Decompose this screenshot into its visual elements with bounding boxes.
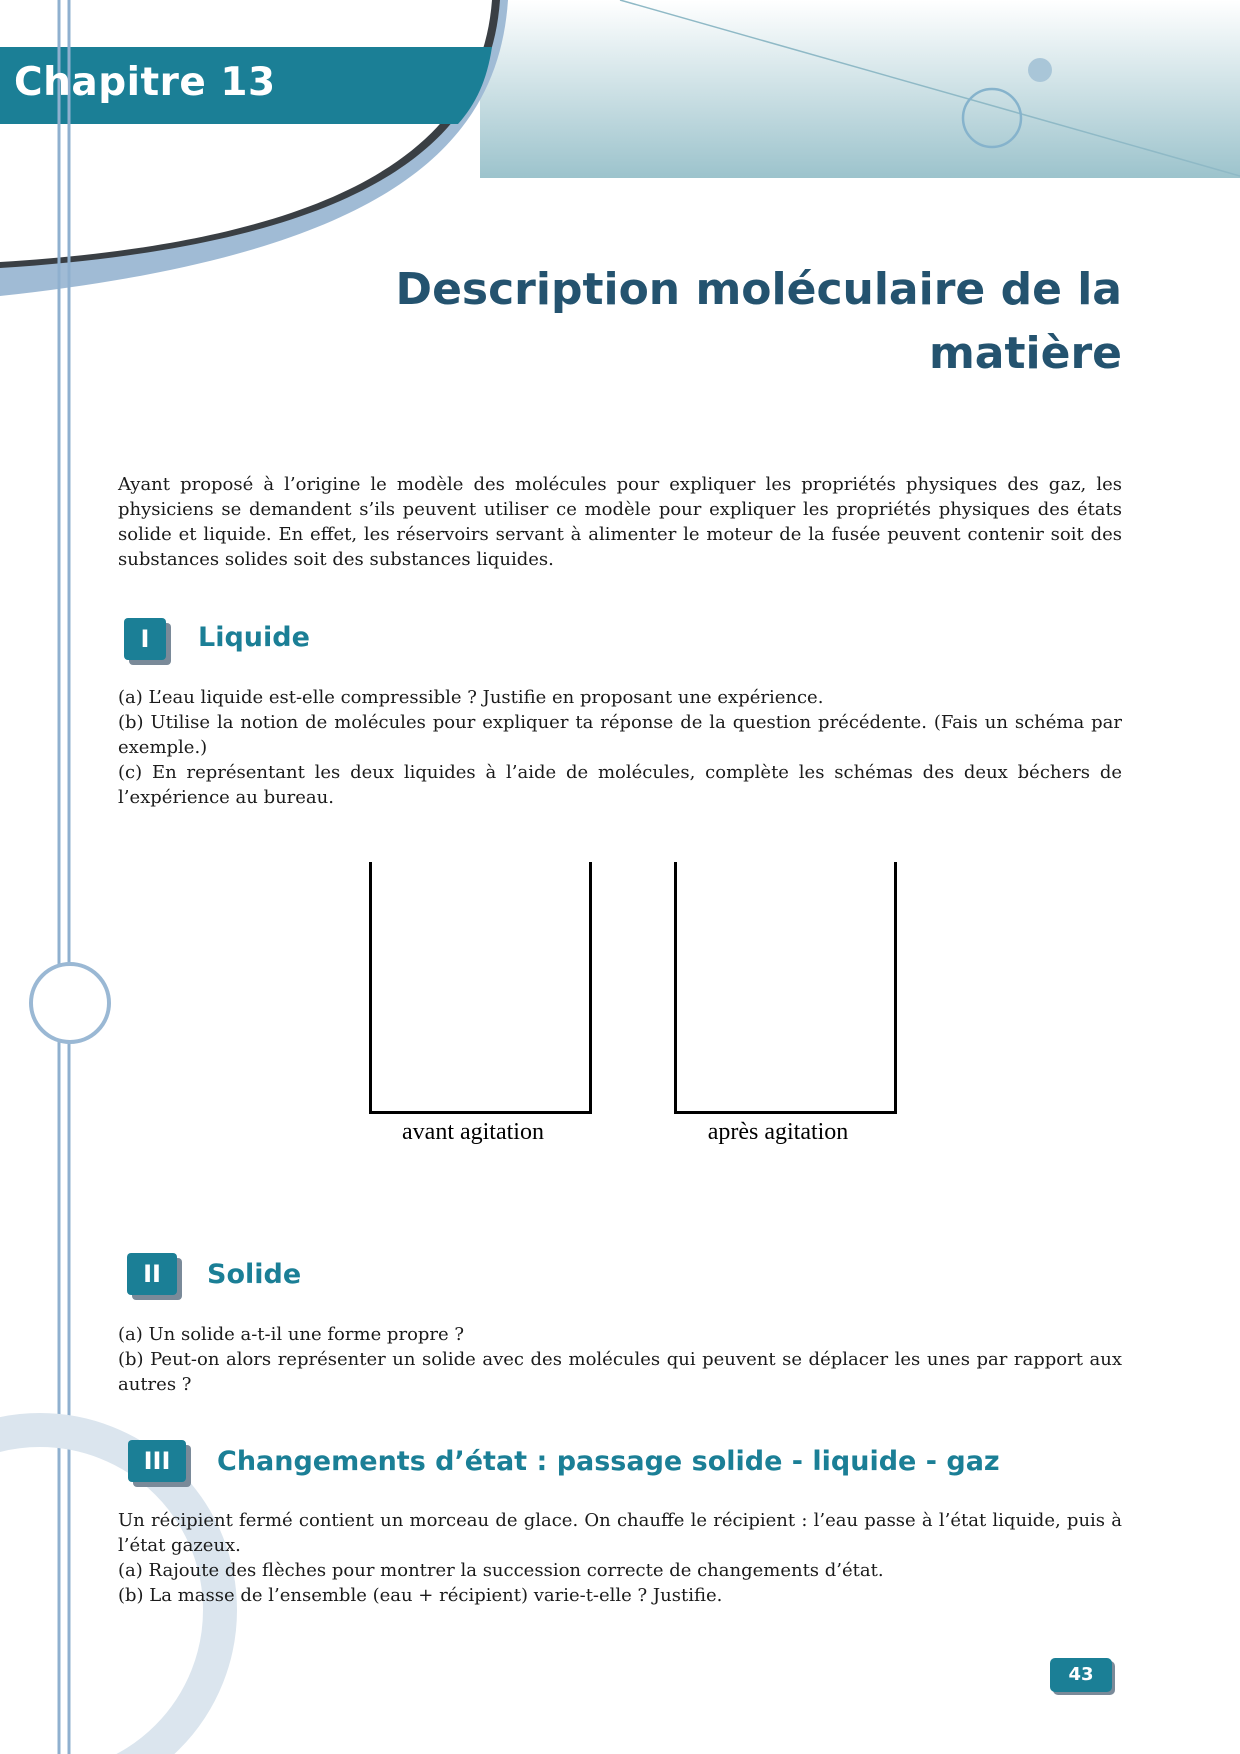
section-title-solide: Solide [207, 1259, 302, 1290]
question-item: (a) Rajoute des flèches pour montrer la succession correcte de changements d’état. [118, 1560, 884, 1581]
beaker-label-before: avant agitation [402, 1119, 544, 1145]
header-band [480, 0, 1240, 178]
question-item: (b) La masse de l’ensemble (eau + récipient) varie-t-elle ? Justifie. [118, 1585, 723, 1606]
section-title-changements: Changements d’état : passage solide - liquide - gaz [217, 1446, 1000, 1477]
beaker-label-after: après agitation [707, 1119, 849, 1145]
section-3-questions [118, 1508, 1122, 1608]
question-item: (a) Un solide a-t-il une forme propre ? [118, 1324, 465, 1345]
page-title [262, 258, 1122, 386]
intro-text: Ayant proposé à l’origine le modèle des molécules pour expliquer les propriétés physiques des gaz, les physiciens se demandent s’ils peuvent utiliser ce modèle pour expliquer les propriétés physiques des états solide et liquide. En effet, les réservoirs servant à alimenter le moteur de la fusée peuvent contenir soit des substances solides soit des substances liquides. [118, 474, 1122, 570]
question-item: Un récipient fermé contient un morceau de glace. On chauffe le récipient : l’eau passe à l’état liquide, puis à l’état gazeux. [118, 1510, 1122, 1556]
question-item: (b) Utilise la notion de molécules pour expliquer ta réponse de la question précédente. (Fais un schéma par exemple.) [118, 712, 1122, 758]
page-number: 43 [1050, 1658, 1112, 1692]
section-2-questions [118, 1322, 1122, 1397]
section-badge-3: III [128, 1440, 186, 1482]
header-curve-white [0, 0, 492, 262]
section-1-questions [118, 685, 1122, 810]
section-title-liquide: Liquide [198, 622, 310, 653]
page-title-line2: matière [928, 328, 1122, 379]
chapter-label: Chapitre 13 [14, 60, 276, 105]
page-title-line1: Description moléculaire de la [395, 264, 1122, 315]
beaker-after [674, 862, 897, 1114]
header-dot [1028, 58, 1052, 82]
question-item: (b) Peut-on alors représenter un solide avec des molécules qui peuvent se déplacer les unes par rapport aux autres ? [118, 1349, 1122, 1395]
side-ring [31, 964, 109, 1042]
beaker-before [369, 862, 592, 1114]
section-badge-1: I [124, 618, 166, 660]
intro-paragraph [118, 472, 1122, 572]
question-item: (c) En représentant les deux liquides à l’aide de molécules, complète les schémas des deux béchers de l’expérience au bureau. [118, 762, 1122, 808]
question-item: (a) L’eau liquide est-elle compressible ? Justifie en proposant une expérience. [118, 687, 824, 708]
section-badge-2: II [127, 1253, 177, 1295]
